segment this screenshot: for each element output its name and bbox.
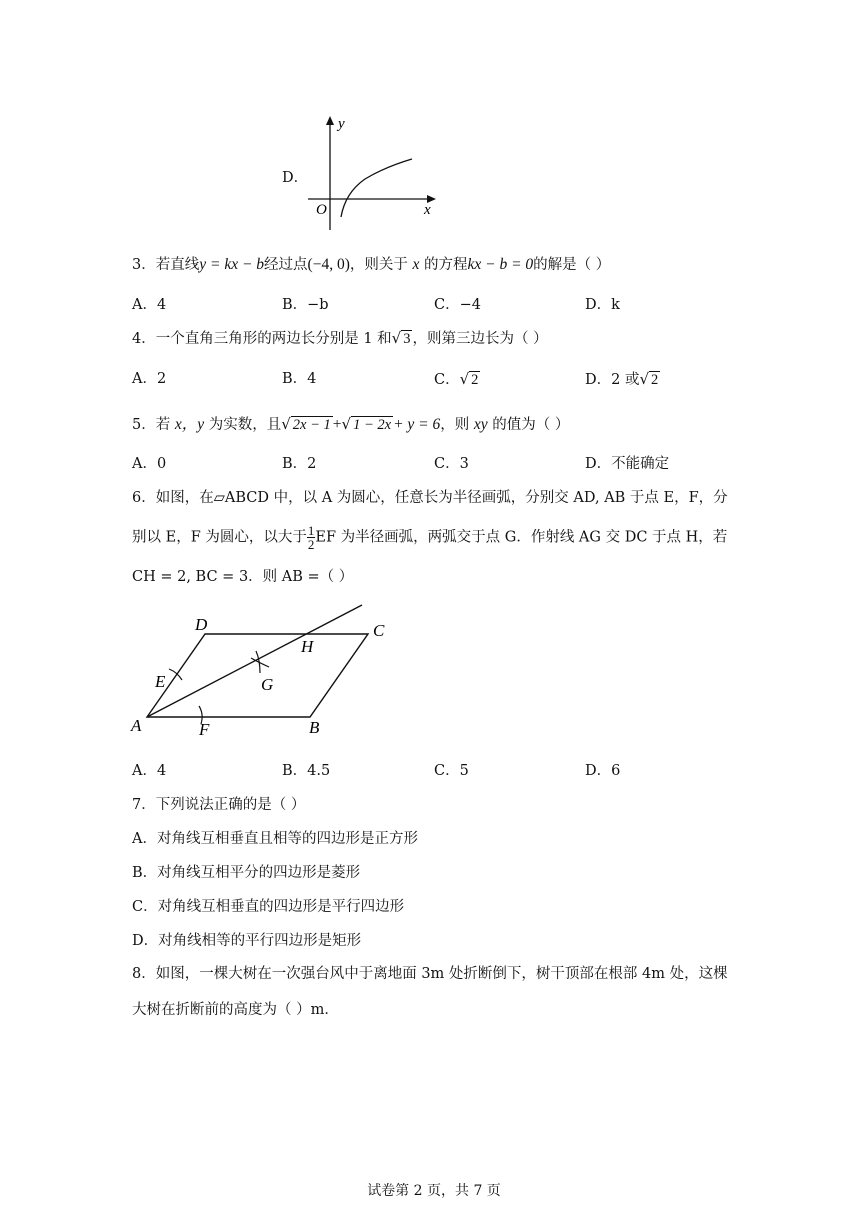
q2-option-d-label: D． <box>282 170 309 186</box>
origin-label: O <box>316 202 327 218</box>
q3-option-c: C．−4 <box>434 297 481 313</box>
q7-option-c: C．对角线互相垂直的四边形是平行四边形 <box>132 899 405 915</box>
q3-option-b: B．−b <box>282 297 329 313</box>
parallelogram-abcd <box>147 634 368 717</box>
question-7-stem: 7．下列说法正确的是（ ） <box>132 797 306 813</box>
q2-option-d-graph <box>300 112 440 237</box>
point-f-label: F <box>199 720 210 739</box>
question-3-stem: 3．若直线y = kx − b经过点(−4, 0)，则关于 x 的方程kx − b = 0的解是（ ） <box>132 256 611 273</box>
point-h-label: H <box>301 637 314 656</box>
fraction-one-half: $\frac{1}{2}$ <box>307 523 315 552</box>
q4-option-b: B．4 <box>282 371 317 387</box>
point-c-label: C <box>373 621 385 640</box>
q5-option-a: A．0 <box>132 456 167 472</box>
q4-option-a: A．2 <box>132 371 167 387</box>
q6-option-a: A．4 <box>132 763 167 779</box>
question-6-line-1: 6．如图，在▱ABCD 中，以 A 为圆心，任意长为半径画弧，分别交 AD, AB 于点 E，F，分 <box>132 490 728 506</box>
question-6-line-3: CH = 2, BC = 3．则 AB =（ ） <box>132 569 354 585</box>
q7-option-a: A．对角线互相垂直且相等的四边形是正方形 <box>132 831 418 847</box>
q3-option-a: A．4 <box>132 297 167 313</box>
q7-option-b: B．对角线互相平分的四边形是菱形 <box>132 865 361 881</box>
point-a-label: A <box>131 716 142 735</box>
q6-option-b: B．4.5 <box>282 763 331 779</box>
q6-option-d: D．6 <box>585 763 621 779</box>
ray-ag <box>147 605 362 717</box>
q4-option-c: C．√ 2 <box>434 370 479 388</box>
x-axis-label: x <box>424 202 431 218</box>
question-5-stem: 5．若 x，y 为实数，且√ 2x − 1 +√ 1 − 2x + y = 6，则 xy 的值为（ ） <box>132 415 570 433</box>
question-8-line-1: 8．如图，一棵大树在一次强台风中于离地面 3m 处折断倒下，树干顶部在根部 4m 处，这棵 <box>132 966 728 982</box>
q3-option-d: D．k <box>585 297 620 313</box>
y-axis-arrow <box>326 116 334 125</box>
q7-option-d: D．对角线相等的平行四边形是矩形 <box>132 933 362 949</box>
question-8-line-2: 大树在折断前的高度为（ ）m． <box>132 1002 339 1018</box>
y-axis-label: y <box>338 116 345 132</box>
q4-option-d: D．2 或√ 2 <box>585 370 659 388</box>
function-curve <box>341 159 412 217</box>
point-e-label: E <box>155 672 166 691</box>
page-footer: 试卷第 2 页，共 7 页 <box>367 1183 501 1199</box>
q6-option-c: C．5 <box>434 763 469 779</box>
q5-option-b: B．2 <box>282 456 317 472</box>
question-4-stem: 4．一个直角三角形的两边长分别是 1 和√ 3 ，则第三边长为（ ） <box>132 329 548 347</box>
q5-option-c: C．3 <box>434 456 469 472</box>
point-g-label: G <box>261 675 274 694</box>
question-6-line-2: 别以 E，F 为圆心，以大于 $\frac{1}{2}$ EF 为半径画弧，两弧交于点 G．作射线 AG 交 DC 于点 H，若 <box>132 523 728 552</box>
point-d-label: D <box>195 615 208 634</box>
q6-parallelogram-figure <box>125 600 405 750</box>
q5-option-d: D．不能确定 <box>585 456 670 472</box>
point-b-label: B <box>309 718 320 737</box>
